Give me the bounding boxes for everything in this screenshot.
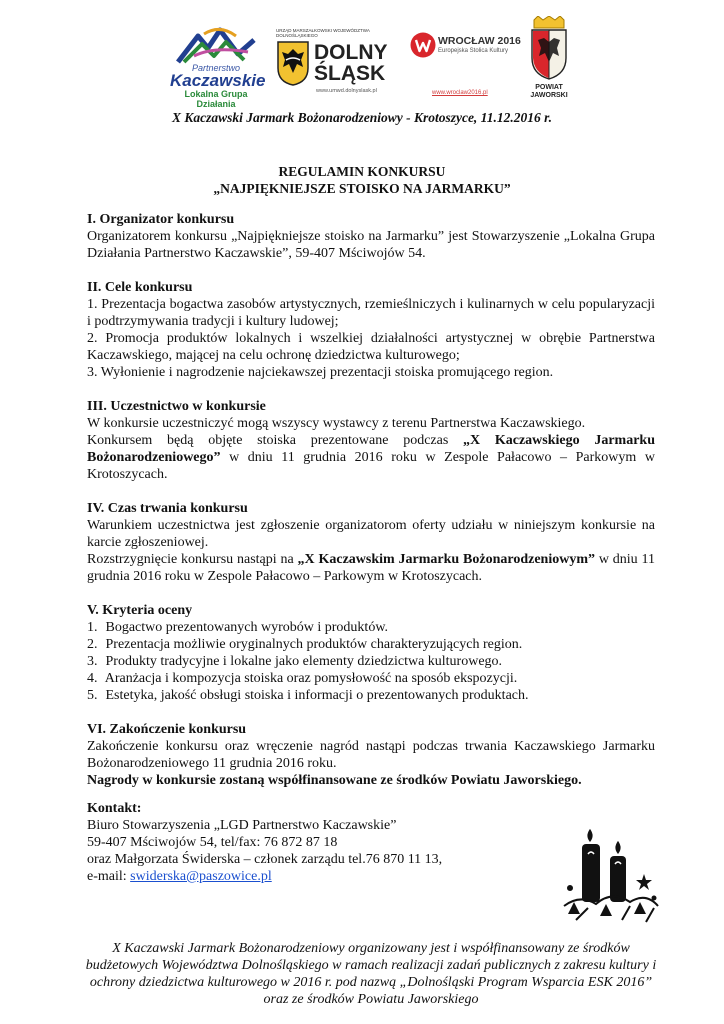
event-header: X Kaczawski Jarmark Bożonarodzeniowy - Krotoszyce, 11.12.2016 r. xyxy=(172,110,552,125)
list-text: Prezentacja możliwie oryginalnych produktów charakteryzujących region. xyxy=(105,637,523,652)
text-segment: Rozstrzygnięcie konkursu nastąpi na xyxy=(87,552,298,567)
title-line-1: REGULAMIN KONKURSU xyxy=(278,164,446,179)
contact-line: oraz Małgorzata Świderska – członek zarządu tel.76 870 11 13, xyxy=(87,852,443,867)
goal-item: 1. Prezentacja bogactwa zasobów artystycznych, rzemieślniczych i kulinarnych w celu popularyzacji i podtrzymywania tradycji i kultury ludowej; xyxy=(87,297,655,329)
mountains-icon xyxy=(174,26,258,64)
prize-note-bold: Nagrody w konkursie zostaną współfinansowane ze środków Powiatu Jaworskiego. xyxy=(87,773,582,788)
criteria-item xyxy=(87,670,655,687)
event-name-bold: „X Kaczawskiego Jarmarku Bożonarodzeniowego” xyxy=(87,433,655,465)
event-name-bold: „X Kaczawskim Jarmarku Bożonarodzeniowym” xyxy=(297,552,595,567)
powiat-jaworski-logo xyxy=(524,16,574,106)
contact-email-line xyxy=(87,868,507,885)
section-duration xyxy=(87,500,655,585)
christmas-candles-icon xyxy=(560,828,662,926)
list-text: Aranżacja i kompozycja stoiska oraz pomysłowość na sposób ekspozycji. xyxy=(104,671,518,686)
wroclaw-2016-logo xyxy=(408,32,520,102)
powiat-line1: POWIAT xyxy=(535,84,563,91)
powiat-line2: JAWORSKI xyxy=(530,92,568,99)
contact-line: 59-407 Mściwojów 54, tel/fax: 76 872 87 18 xyxy=(87,835,338,850)
kaczawskie-subtitle: Lokalna Grupa Działania xyxy=(184,89,248,109)
criteria-item xyxy=(87,636,655,653)
list-number: 3. xyxy=(87,654,98,669)
section-criteria xyxy=(87,602,655,704)
silesian-eagle-icon xyxy=(276,40,310,86)
contact-heading: Kontakt: xyxy=(87,801,142,816)
title-line-2: „NAJPIĘKNIEJSZE STOISKO NA JARMARKU” xyxy=(213,181,511,196)
wroclaw-w-icon xyxy=(410,32,436,58)
partnerstwo-kaczawskie-logo xyxy=(170,26,266,109)
section-goals xyxy=(87,279,655,381)
section-heading: I. Organizator konkursu xyxy=(87,212,235,227)
email-label: e-mail: xyxy=(87,869,131,884)
dolny-slask-header: URZĄD MARSZAŁKOWSKI WOJEWÓDZTWA DOLNOŚLĄSKIEGO xyxy=(276,28,370,38)
text-segment: w dniu 11 grudnia 2016 roku w Zespole Pałacowo – Parkowym w Krotoszycach. xyxy=(87,552,655,584)
kaczawskie-name: Kaczawskie xyxy=(170,71,266,90)
section-text: W konkursie uczestniczyć mogą wszyscy wystawcy z terenu Partnerstwa Kaczawskiego. xyxy=(87,416,586,431)
goal-item: 3. Wyłonienie i nagrodzenie najciekawszej prezentacji stoiska promującego region. xyxy=(87,365,554,380)
section-heading: III. Uczestnictwo w konkursie xyxy=(87,399,266,414)
dolny-slask-logo xyxy=(272,28,402,108)
wroclaw-url: www.wroclaw2016.pl xyxy=(432,90,488,96)
section-text: Zakończenie konkursu oraz wręczenie nagród nastąpi podczas trwania Kaczawskiego Jarmarku Bożonarodzeniowego 11 grudnia 2016 roku. xyxy=(87,739,655,771)
section-text: Warunkiem uczestnictwa jest zgłoszenie organizatorom oferty udziału w niniejszym konkursie na karcie zgłoszeniowej. xyxy=(87,518,655,550)
list-number: 2. xyxy=(87,637,98,652)
list-text: Estetyka, jakość obsługi stoiska i informacji o prezentowanych produktach. xyxy=(105,688,529,703)
dolny-slask-line1: DOLNY xyxy=(314,41,388,64)
list-number: 5. xyxy=(87,688,98,703)
criteria-item xyxy=(87,619,655,636)
list-text: Bogactwo prezentowanych wyrobów i produktów. xyxy=(105,620,389,635)
dolny-slask-line2: ŚLĄSK xyxy=(314,62,386,85)
text-segment: Konkursem będą objęte stoiska prezentowane podczas xyxy=(87,433,464,448)
list-number: 1. xyxy=(87,620,98,635)
goal-item: 2. Promocja produktów lokalnych i wszelkiej działalności artystycznej w obrębie Partnerstwa Kaczawskiego, mającej na celu ochronę dziedzictwa kulturowego; xyxy=(87,331,655,363)
regulation-title xyxy=(0,163,724,197)
email-link[interactable]: swiderska@paszowice.pl xyxy=(130,869,272,884)
criteria-item xyxy=(87,653,655,670)
wroclaw-name: WROCŁAW 2016 xyxy=(438,35,521,47)
section-heading: V. Kryteria oceny xyxy=(87,603,193,618)
section-text: Organizatorem konkursu „Najpiękniejsze stoisko na Jarmarku” jest Stowarzyszenie „Lokalna Grupa Działania Partnerstwo Kaczawskie”, 59-407 Mściwojów 54. xyxy=(87,229,655,261)
regulation-body xyxy=(87,211,655,806)
powiat-name xyxy=(524,84,574,100)
section-text xyxy=(87,551,655,585)
powiat-coat-of-arms-icon xyxy=(530,16,568,80)
section-ending xyxy=(87,721,655,789)
dolny-slask-url: www.umwd.dolnyslask.pl xyxy=(316,88,377,94)
list-text: Produkty tradycyjne i lokalne jako elementy dziedzictwa kulturowego. xyxy=(105,654,503,669)
section-heading: IV. Czas trwania konkursu xyxy=(87,501,248,516)
dolny-slask-name xyxy=(314,42,388,84)
section-participation xyxy=(87,398,655,483)
kaczawskie-top-text: Partnerstwo xyxy=(191,63,241,73)
contact-line: Biuro Stowarzyszenia „LGD Partnerstwo Kaczawskie” xyxy=(87,818,397,833)
section-heading: II. Cele konkursu xyxy=(87,280,193,295)
list-number: 4. xyxy=(87,671,98,686)
criteria-item xyxy=(87,687,655,704)
logo-strip xyxy=(0,14,724,109)
section-text xyxy=(87,432,655,483)
text-segment: w dniu 11 grudnia 2016 roku w Zespole Pałacowo – Parkowym w Krotoszycach. xyxy=(87,450,655,482)
contact-block xyxy=(87,800,507,885)
footer-note: X Kaczawski Jarmark Bożonarodzeniowy organizowany jest i współfinansowany ze środków budżetowych Województwa Dolnośląskiego w ramach realizacji zadań publicznych z zakresu kultury i ochrony dziedzictwa kulturowego w 2016 r. pod nazwą „Dolnośląski Program Wsparcia ESK 2016” oraz ze środków Powiatu Jaworskiego xyxy=(85,941,657,1007)
wroclaw-subtitle: Europejska Stolica Kultury xyxy=(438,48,509,54)
section-organizer xyxy=(87,211,655,262)
section-heading: VI. Zakończenie konkursu xyxy=(87,722,247,737)
prize-note xyxy=(87,772,655,789)
